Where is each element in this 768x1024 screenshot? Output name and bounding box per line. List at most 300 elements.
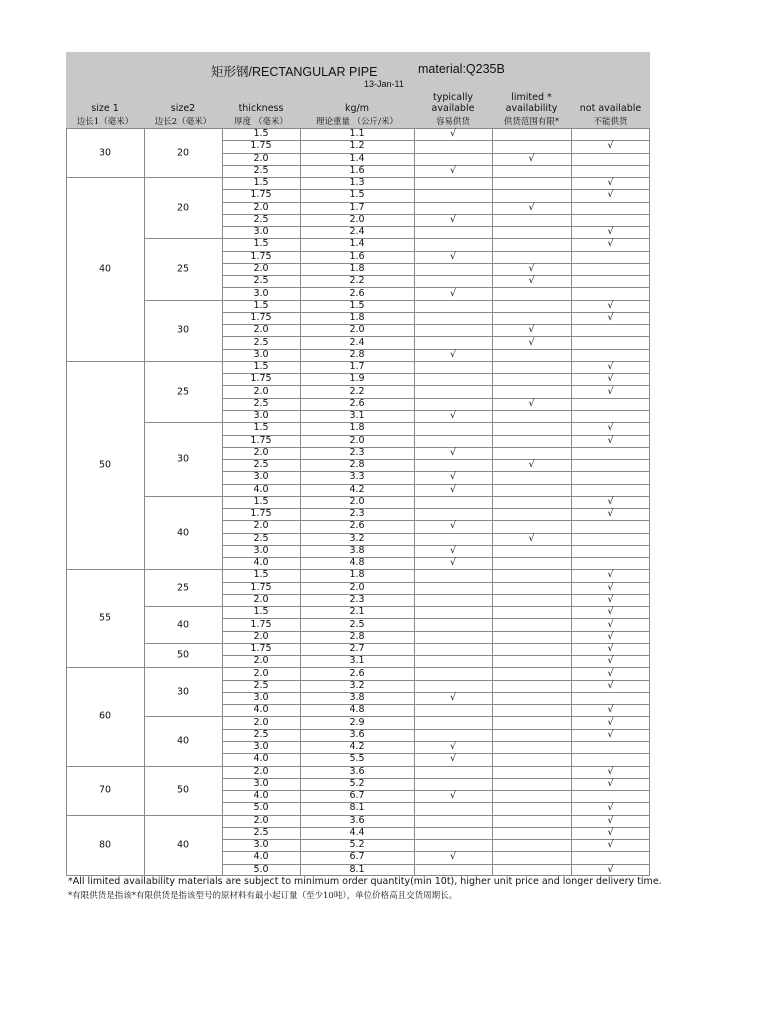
grid-hline xyxy=(222,484,650,485)
thickness-value: 2.0 xyxy=(253,667,269,679)
weight-value: 2.8 xyxy=(349,630,365,642)
weight-value: 2.2 xyxy=(349,275,365,287)
limited-availability-mark: √ xyxy=(528,459,535,471)
typically-available-mark: √ xyxy=(449,557,457,569)
grid-hline xyxy=(66,177,144,178)
weight-value: 6.7 xyxy=(349,790,365,802)
weight-value: 2.7 xyxy=(349,643,365,655)
thickness-value: 3.0 xyxy=(253,287,269,299)
size1-value: 30 xyxy=(98,147,112,159)
thickness-value: 2.5 xyxy=(253,164,269,176)
weight-value: 2.0 xyxy=(349,495,365,507)
not-available-mark: √ xyxy=(607,863,614,875)
size1-value: 55 xyxy=(98,612,112,624)
grid-hline xyxy=(66,815,144,816)
weight-value: 1.4 xyxy=(349,238,365,250)
col-header-typical: typically available xyxy=(431,92,475,114)
col-header-size2-zh: 边长2（毫米） xyxy=(154,117,212,127)
grid-hline xyxy=(222,398,650,399)
thickness-value: 2.5 xyxy=(253,826,269,838)
limited-availability-mark: √ xyxy=(528,152,535,164)
size2-value: 50 xyxy=(176,649,190,661)
grid-hline xyxy=(222,165,650,166)
grid-hline xyxy=(222,582,650,583)
size1-value: 40 xyxy=(98,263,112,275)
weight-value: 2.9 xyxy=(349,716,365,728)
thickness-value: 1.75 xyxy=(250,508,272,520)
thickness-value: 2.0 xyxy=(253,765,269,777)
typically-available-mark: √ xyxy=(449,410,457,422)
limited-availability-mark: √ xyxy=(528,336,535,348)
thickness-value: 4.0 xyxy=(253,557,269,569)
typically-available-mark: √ xyxy=(449,471,457,483)
size2-value: 25 xyxy=(176,386,190,398)
grid-hline xyxy=(222,704,650,705)
not-available-mark: √ xyxy=(607,826,614,838)
grid-hline xyxy=(222,839,650,840)
weight-value: 1.8 xyxy=(349,422,365,434)
typically-available-mark: √ xyxy=(449,851,457,863)
col-header-limited-zh: 供货范围有限* xyxy=(503,117,560,127)
grid-hline xyxy=(222,716,650,717)
grid-hline xyxy=(222,741,650,742)
grid-vline xyxy=(492,128,493,876)
weight-value: 3.3 xyxy=(349,471,365,483)
material-label: material:Q235B xyxy=(418,62,505,76)
weight-value: 4.2 xyxy=(349,741,365,753)
limited-availability-mark: √ xyxy=(528,201,535,213)
thickness-value: 1.5 xyxy=(253,299,269,311)
grid-hline xyxy=(222,275,650,276)
typically-available-mark: √ xyxy=(449,287,457,299)
not-available-mark: √ xyxy=(607,777,614,789)
grid-hline xyxy=(222,471,650,472)
size1-value: 50 xyxy=(98,459,112,471)
typically-available-mark: √ xyxy=(449,790,457,802)
size2-value: 30 xyxy=(176,686,190,698)
weight-value: 2.8 xyxy=(349,459,365,471)
thickness-value: 2.0 xyxy=(253,655,269,667)
weight-value: 1.7 xyxy=(349,201,365,213)
grid-hline xyxy=(144,238,222,239)
typically-available-mark: √ xyxy=(449,213,457,225)
weight-value: 2.1 xyxy=(349,606,365,618)
typically-available-mark: √ xyxy=(449,520,457,532)
typically-available-mark: √ xyxy=(449,250,457,262)
col-header-size1-zh: 边长1（毫米） xyxy=(76,117,134,127)
thickness-value: 2.5 xyxy=(253,336,269,348)
data-table xyxy=(66,128,650,876)
thickness-value: 3.0 xyxy=(253,471,269,483)
limited-availability-mark: √ xyxy=(528,397,535,409)
grid-hline xyxy=(222,667,650,668)
grid-hline xyxy=(222,729,650,730)
thickness-value: 2.5 xyxy=(253,397,269,409)
weight-value: 2.0 xyxy=(349,324,365,336)
grid-hline xyxy=(222,324,650,325)
typically-available-mark: √ xyxy=(449,544,457,556)
size1-value: 60 xyxy=(98,710,112,722)
grid-hline xyxy=(222,827,650,828)
weight-value: 1.5 xyxy=(349,189,365,201)
weight-value: 1.8 xyxy=(349,312,365,324)
grid-hline xyxy=(144,766,222,767)
typically-available-mark: √ xyxy=(449,128,457,140)
grid-hline xyxy=(66,766,144,767)
typically-available-mark: √ xyxy=(449,164,457,176)
thickness-value: 1.5 xyxy=(253,569,269,581)
limited-availability-mark: √ xyxy=(528,324,535,336)
weight-value: 1.7 xyxy=(349,361,365,373)
weight-value: 2.4 xyxy=(349,336,365,348)
thickness-value: 2.0 xyxy=(253,201,269,213)
weight-value: 2.4 xyxy=(349,226,365,238)
thickness-value: 1.5 xyxy=(253,422,269,434)
grid-hline xyxy=(222,533,650,534)
grid-hline xyxy=(222,802,650,803)
thickness-value: 1.75 xyxy=(250,618,272,630)
grid-hline xyxy=(144,667,222,668)
thickness-value: 3.0 xyxy=(253,839,269,851)
grid-hline xyxy=(222,815,650,816)
grid-hline xyxy=(144,177,222,178)
grid-hline xyxy=(222,692,650,693)
thickness-value: 2.0 xyxy=(253,594,269,605)
thickness-value: 1.75 xyxy=(250,140,272,152)
thickness-value: 5.0 xyxy=(253,802,269,814)
not-available-mark: √ xyxy=(607,569,614,581)
grid-hline xyxy=(222,251,650,252)
weight-value: 1.3 xyxy=(349,177,365,189)
size2-value: 40 xyxy=(176,527,190,539)
weight-value: 5.5 xyxy=(349,753,365,765)
grid-hline xyxy=(222,263,650,264)
col-header-size2: size2 xyxy=(170,103,196,114)
weight-value: 2.5 xyxy=(349,618,365,630)
thickness-value: 1.5 xyxy=(253,177,269,189)
weight-value: 3.1 xyxy=(349,410,365,422)
col-header-notavail: not available xyxy=(579,103,642,114)
grid-hline xyxy=(222,520,650,521)
not-available-mark: √ xyxy=(607,177,614,189)
not-available-mark: √ xyxy=(607,361,614,373)
weight-value: 2.6 xyxy=(349,287,365,299)
thickness-value: 3.0 xyxy=(253,226,269,238)
grid-hline xyxy=(222,545,650,546)
not-available-mark: √ xyxy=(607,373,614,385)
thickness-value: 4.0 xyxy=(253,790,269,802)
table-header xyxy=(66,52,650,128)
page-title: 矩形钢/RECTANGULAR PIPE xyxy=(211,65,378,79)
weight-value: 2.0 xyxy=(349,213,365,225)
thickness-value: 2.5 xyxy=(253,213,269,225)
not-available-mark: √ xyxy=(607,655,614,667)
weight-value: 2.6 xyxy=(349,667,365,679)
grid-hline xyxy=(222,189,650,190)
thickness-value: 1.75 xyxy=(250,250,272,262)
weight-value: 4.2 xyxy=(349,483,365,495)
size2-value: 25 xyxy=(176,263,190,275)
grid-hline xyxy=(222,214,650,215)
weight-value: 3.8 xyxy=(349,692,365,704)
weight-value: 2.6 xyxy=(349,520,365,532)
grid-hline xyxy=(222,618,650,619)
grid-hline xyxy=(222,790,650,791)
thickness-value: 1.75 xyxy=(250,312,272,324)
grid-hline xyxy=(144,361,222,362)
weight-value: 1.8 xyxy=(349,262,365,274)
grid-hline xyxy=(222,631,650,632)
grid-hline xyxy=(222,226,650,227)
grid-vline xyxy=(649,128,650,876)
not-available-mark: √ xyxy=(607,643,614,655)
size1-value: 80 xyxy=(98,839,112,851)
grid-hline xyxy=(222,361,650,362)
thickness-value: 2.0 xyxy=(253,152,269,164)
typically-available-mark: √ xyxy=(449,348,457,360)
weight-value: 8.1 xyxy=(349,863,365,875)
weight-value: 6.7 xyxy=(349,851,365,863)
grid-hline xyxy=(222,606,650,607)
thickness-value: 2.0 xyxy=(253,630,269,642)
weight-value: 2.0 xyxy=(349,434,365,446)
weight-value: 2.2 xyxy=(349,385,365,397)
grid-hline xyxy=(144,569,222,570)
typically-available-mark: √ xyxy=(449,753,457,765)
grid-hline xyxy=(144,815,222,816)
grid-hline xyxy=(144,422,222,423)
typically-available-mark: √ xyxy=(449,692,457,704)
thickness-value: 1.5 xyxy=(253,128,269,140)
limited-availability-mark: √ xyxy=(528,532,535,544)
weight-value: 5.2 xyxy=(349,839,365,851)
weight-value: 5.2 xyxy=(349,777,365,789)
thickness-value: 1.75 xyxy=(250,581,272,593)
weight-value: 1.6 xyxy=(349,164,365,176)
weight-value: 1.8 xyxy=(349,569,365,581)
weight-value: 2.3 xyxy=(349,446,365,458)
grid-hline xyxy=(222,447,650,448)
grid-hline xyxy=(222,655,650,656)
grid-hline xyxy=(222,643,650,644)
thickness-value: 1.5 xyxy=(253,495,269,507)
not-available-mark: √ xyxy=(607,667,614,679)
not-available-mark: √ xyxy=(607,226,614,238)
footnotes xyxy=(68,876,662,902)
grid-hline xyxy=(222,569,650,570)
weight-value: 3.2 xyxy=(349,532,365,544)
grid-hline xyxy=(144,643,222,644)
thickness-value: 2.5 xyxy=(253,679,269,691)
grid-hline xyxy=(222,238,650,239)
thickness-value: 3.0 xyxy=(253,544,269,556)
thickness-value: 1.75 xyxy=(250,643,272,655)
grid-hline xyxy=(222,508,650,509)
grid-hline xyxy=(66,569,144,570)
weight-value: 3.6 xyxy=(349,765,365,777)
thickness-value: 2.0 xyxy=(253,324,269,336)
grid-hline xyxy=(144,606,222,607)
grid-vline xyxy=(66,128,67,876)
grid-vline xyxy=(414,128,415,876)
size2-value: 25 xyxy=(176,582,190,594)
grid-vline xyxy=(222,128,223,876)
thickness-value: 2.0 xyxy=(253,262,269,274)
grid-hline xyxy=(222,422,650,423)
not-available-mark: √ xyxy=(607,606,614,618)
thickness-value: 4.0 xyxy=(253,753,269,765)
weight-value: 1.9 xyxy=(349,373,365,385)
footnote-english: *All limited availability materials are subject to minimum order quantity(min 10t), higher unit price and longer delivery time. xyxy=(68,876,662,887)
size2-value: 40 xyxy=(176,839,190,851)
typically-available-mark: √ xyxy=(449,483,457,495)
col-header-thickness: thickness xyxy=(238,103,284,114)
grid-hline xyxy=(222,128,650,129)
grid-hline xyxy=(222,753,650,754)
thickness-value: 3.0 xyxy=(253,741,269,753)
size2-value: 30 xyxy=(176,453,190,465)
size2-value: 40 xyxy=(176,735,190,747)
grid-vline xyxy=(300,128,301,876)
grid-hline xyxy=(222,410,650,411)
weight-value: 2.3 xyxy=(349,594,365,605)
thickness-value: 1.5 xyxy=(253,606,269,618)
size1-value: 70 xyxy=(98,784,112,796)
grid-hline xyxy=(222,851,650,852)
grid-hline xyxy=(222,557,650,558)
footnote-chinese: *有限供货是指该*有限供货是指该型号的原材料有最小起订量（至少10吨），单位价格高且交货周期长。 xyxy=(68,891,458,901)
thickness-value: 2.5 xyxy=(253,275,269,287)
not-available-mark: √ xyxy=(607,618,614,630)
size2-value: 50 xyxy=(176,784,190,796)
not-available-mark: √ xyxy=(607,422,614,434)
thickness-value: 2.0 xyxy=(253,446,269,458)
size2-value: 40 xyxy=(176,619,190,631)
not-available-mark: √ xyxy=(607,299,614,311)
grid-hline xyxy=(222,202,650,203)
grid-hline xyxy=(222,336,650,337)
not-available-mark: √ xyxy=(607,839,614,851)
weight-value: 4.4 xyxy=(349,826,365,838)
weight-value: 3.1 xyxy=(349,655,365,667)
col-header-notavail-zh: 不能供货 xyxy=(593,117,628,127)
grid-hline xyxy=(222,459,650,460)
thickness-value: 2.0 xyxy=(253,814,269,826)
thickness-value: 2.5 xyxy=(253,728,269,740)
weight-value: 1.2 xyxy=(349,140,365,152)
thickness-value: 3.0 xyxy=(253,410,269,422)
typically-available-mark: √ xyxy=(449,741,457,753)
not-available-mark: √ xyxy=(607,728,614,740)
weight-value: 1.1 xyxy=(349,128,365,140)
size2-value: 30 xyxy=(176,324,190,336)
col-header-typical-zh: 容易供货 xyxy=(435,117,471,127)
not-available-mark: √ xyxy=(607,814,614,826)
col-header-kgm: kg/m xyxy=(345,103,369,114)
thickness-value: 4.0 xyxy=(253,704,269,716)
not-available-mark: √ xyxy=(607,716,614,728)
grid-hline xyxy=(222,177,650,178)
not-available-mark: √ xyxy=(607,385,614,397)
size2-value: 20 xyxy=(176,202,190,214)
weight-value: 4.8 xyxy=(349,704,365,716)
thickness-value: 3.0 xyxy=(253,692,269,704)
weight-value: 2.8 xyxy=(349,348,365,360)
grid-hline xyxy=(222,349,650,350)
not-available-mark: √ xyxy=(607,508,614,520)
size2-value: 20 xyxy=(176,147,190,159)
thickness-value: 1.5 xyxy=(253,361,269,373)
typically-available-mark: √ xyxy=(449,446,457,458)
grid-hline xyxy=(222,778,650,779)
not-available-mark: √ xyxy=(607,704,614,716)
grid-hline xyxy=(222,300,650,301)
grid-hline xyxy=(222,435,650,436)
grid-hline xyxy=(144,496,222,497)
thickness-value: 1.75 xyxy=(250,373,272,385)
thickness-value: 1.75 xyxy=(250,434,272,446)
grid-hline xyxy=(222,140,650,141)
grid-hline xyxy=(222,864,650,865)
not-available-mark: √ xyxy=(607,495,614,507)
not-available-mark: √ xyxy=(607,140,614,152)
not-available-mark: √ xyxy=(607,679,614,691)
grid-hline xyxy=(222,312,650,313)
not-available-mark: √ xyxy=(607,238,614,250)
grid-hline xyxy=(144,300,222,301)
thickness-value: 5.0 xyxy=(253,863,269,875)
grid-vline xyxy=(571,128,572,876)
weight-value: 3.2 xyxy=(349,679,365,691)
date-label: 13-Jan-11 xyxy=(364,79,404,89)
weight-value: 3.6 xyxy=(349,728,365,740)
weight-value: 2.6 xyxy=(349,397,365,409)
not-available-mark: √ xyxy=(607,189,614,201)
not-available-mark: √ xyxy=(607,630,614,642)
thickness-value: 2.0 xyxy=(253,520,269,532)
weight-value: 1.4 xyxy=(349,152,365,164)
thickness-value: 1.75 xyxy=(250,189,272,201)
grid-hline xyxy=(222,287,650,288)
weight-value: 2.0 xyxy=(349,581,365,593)
thickness-value: 2.0 xyxy=(253,716,269,728)
limited-availability-mark: √ xyxy=(528,262,535,274)
thickness-value: 3.0 xyxy=(253,348,269,360)
grid-hline xyxy=(222,594,650,595)
grid-hline xyxy=(144,128,222,129)
grid-hline xyxy=(222,496,650,497)
not-available-mark: √ xyxy=(607,434,614,446)
col-header-size1: size 1 xyxy=(91,103,119,114)
col-header-kgm-zh: 理论重量 （公斤/米） xyxy=(315,117,399,127)
thickness-value: 3.0 xyxy=(253,777,269,789)
thickness-value: 1.5 xyxy=(253,238,269,250)
grid-hline xyxy=(222,766,650,767)
weight-value: 3.6 xyxy=(349,814,365,826)
thickness-value: 2.0 xyxy=(253,385,269,397)
grid-hline xyxy=(222,373,650,374)
grid-vline xyxy=(144,128,145,876)
thickness-value: 2.5 xyxy=(253,459,269,471)
limited-availability-mark: √ xyxy=(528,275,535,287)
grid-hline xyxy=(66,361,144,362)
grid-hline xyxy=(66,128,144,129)
thickness-value: 2.5 xyxy=(253,532,269,544)
weight-value: 2.3 xyxy=(349,508,365,520)
weight-value: 8.1 xyxy=(349,802,365,814)
thickness-value: 4.0 xyxy=(253,483,269,495)
grid-hline xyxy=(222,153,650,154)
